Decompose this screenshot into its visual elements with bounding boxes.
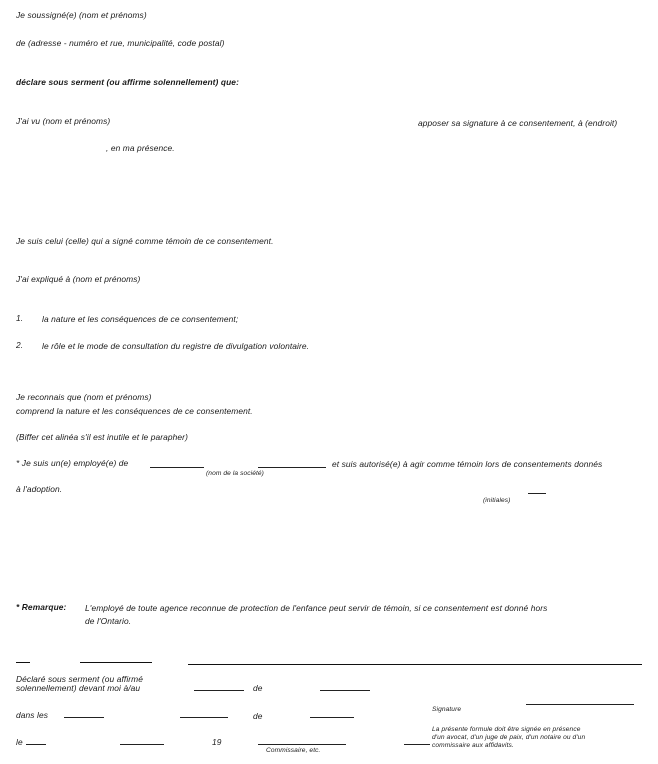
explique-label: J'ai expliqué à (nom et prénoms)	[16, 274, 141, 284]
adoption-text: à l'adoption.	[16, 484, 63, 494]
item-1-text: la nature et les conséquences de ce consentement;	[42, 314, 239, 324]
le-label: le	[16, 737, 23, 747]
footer-rule-mid	[80, 662, 152, 663]
employe-end: et suis autorisé(e) à agir comme témoin lors de consentements donnés	[332, 459, 603, 469]
signature-blank	[526, 704, 634, 705]
year-label: 19	[212, 737, 222, 747]
commissaire-blank	[258, 744, 346, 745]
presence-text: , en ma présence.	[106, 143, 175, 153]
nom-societe-label: (nom de la société)	[206, 470, 264, 477]
reconnais-line-1: Je reconnais que (nom et prénoms)	[16, 392, 152, 402]
societe-blank-2	[258, 467, 326, 468]
dans-les-blank	[64, 717, 104, 718]
footer-rule-long	[188, 664, 642, 665]
footer-rule-left	[16, 662, 30, 663]
remarque-text-2: de l'Ontario.	[85, 616, 132, 626]
note-line-3: commissaire aux affidavits.	[432, 742, 514, 749]
signature-label: Signature	[432, 706, 462, 713]
employe-start: * Je suis un(e) employé(e) de	[16, 458, 129, 468]
commissaire-label: Commissaire, etc.	[266, 747, 321, 754]
le-blank-1	[26, 744, 46, 745]
de-label-2: de	[253, 711, 263, 721]
declare-heading: déclare sous serment (ou affirme solennellement) que:	[16, 77, 239, 87]
remarque-text-1: L'employé de toute agence reconnue de protection de l'enfance peut servir de témoin, si ce consentement est donné hors	[85, 603, 548, 613]
item-2-number: 2.	[16, 340, 24, 350]
initiales-blank	[528, 493, 546, 494]
de-label-1: de	[253, 683, 263, 693]
biffer-note: (Biffer cet alinéa s'il est inutile et le parapher)	[16, 432, 188, 442]
de-blank-2	[310, 717, 354, 718]
de-blank-1	[320, 690, 370, 691]
soussigne-line: Je soussigné(e) (nom et prénoms)	[16, 10, 147, 20]
remarque-label: * Remarque:	[16, 602, 67, 612]
item-2-text: le rôle et le mode de consultation du registre de divulgation volontaire.	[42, 341, 310, 351]
adresse-line: de (adresse - numéro et rue, municipalité, code postal)	[16, 38, 225, 48]
dans-les-label: dans les	[16, 710, 48, 720]
dans-les-blank-2	[180, 717, 228, 718]
note-line-2: d'un avocat, d'un juge de paix, d'un notaire ou d'un	[432, 734, 586, 741]
temoin-statement: Je suis celui (celle) qui a signé comme témoin de ce consentement.	[16, 236, 274, 246]
note-line-1: La présente formule doit être signée en présence	[432, 726, 581, 733]
societe-blank-1	[150, 467, 204, 468]
lieu-blank	[194, 690, 244, 691]
initiales-label: (initiales)	[483, 497, 511, 504]
commissaire-blank-2	[404, 744, 430, 745]
declare-line-1: Déclaré sous serment (ou affirmé	[16, 674, 144, 684]
declare-line-2: solennellement) devant moi à/au	[16, 683, 141, 693]
signature-place-label: apposer sa signature à ce consentement, à (endroit)	[418, 118, 618, 128]
le-blank-2	[120, 744, 164, 745]
vu-label: J'ai vu (nom et prénoms)	[16, 116, 111, 126]
item-1-number: 1.	[16, 313, 24, 323]
reconnais-line-2: comprend la nature et les conséquences de ce consentement.	[16, 406, 253, 416]
